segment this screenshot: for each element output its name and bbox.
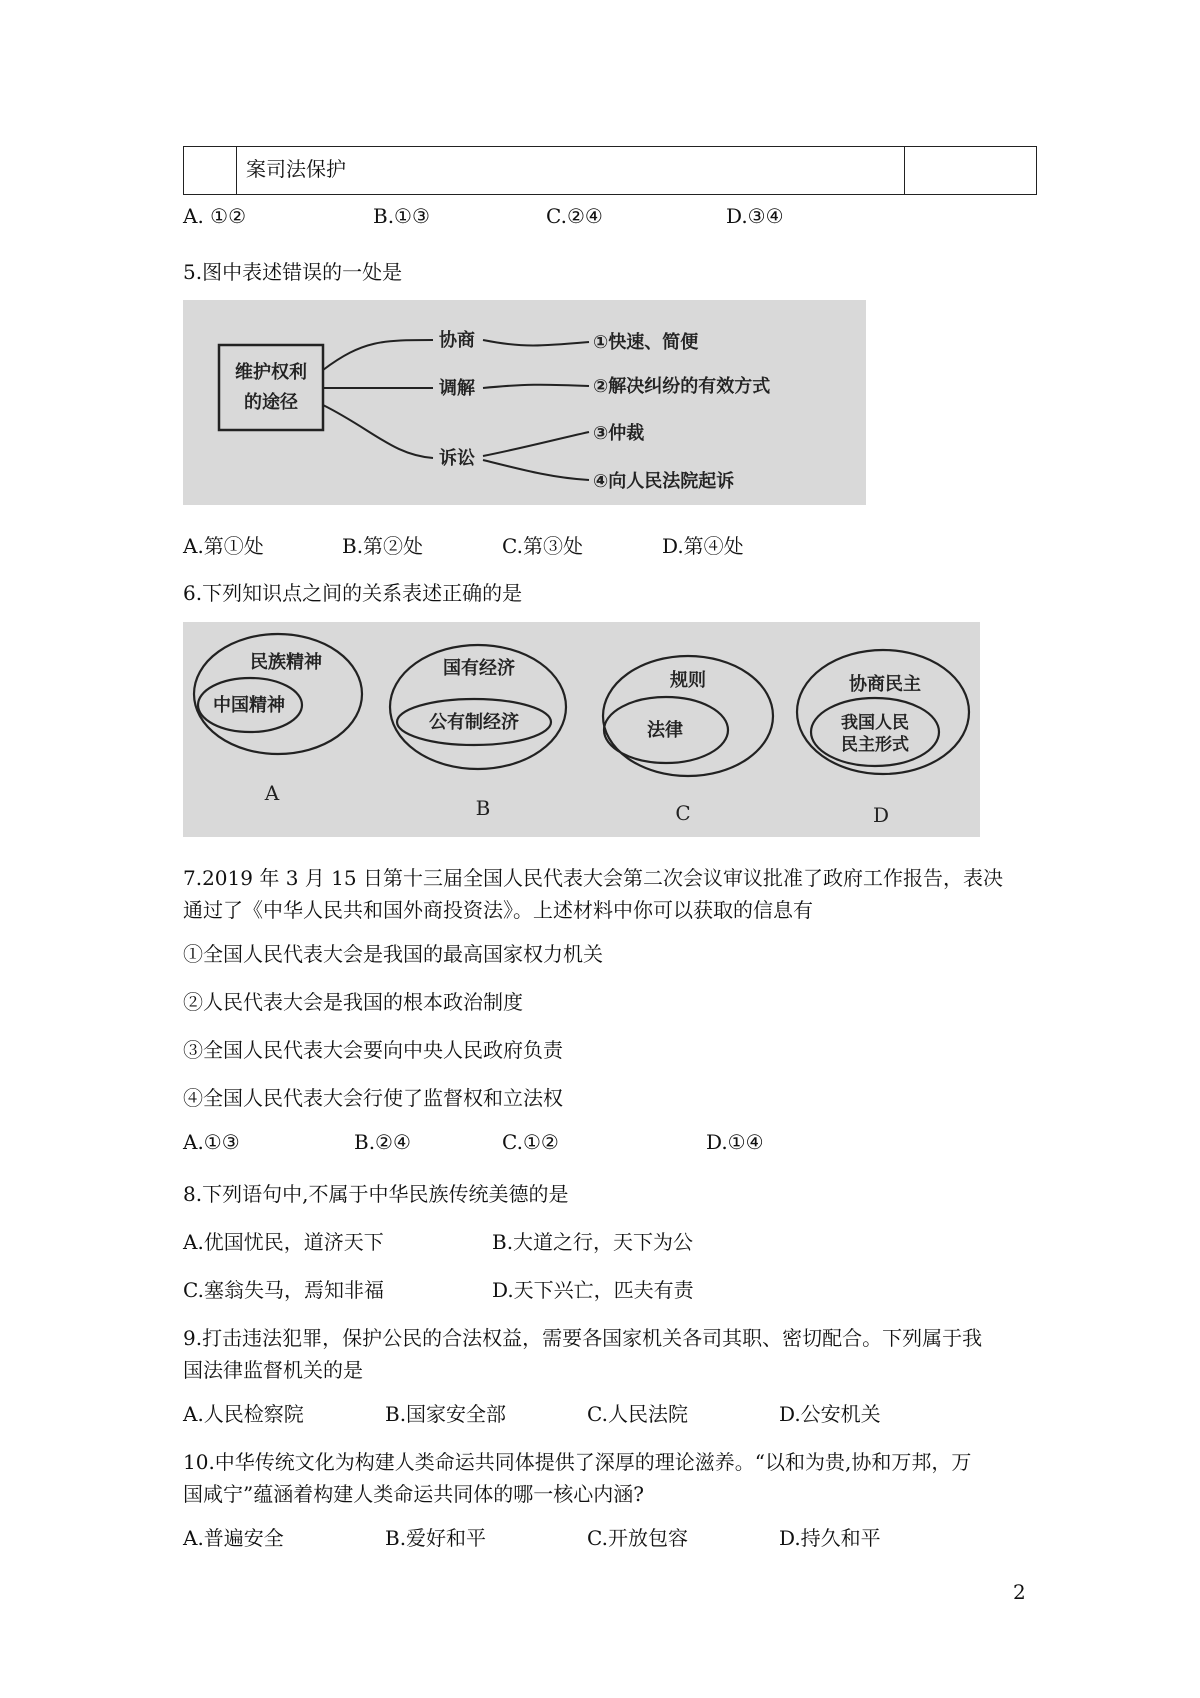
q9-option-d[interactable]: D.公安机关 [779, 1402, 881, 1426]
q4-option-c[interactable]: C.②④ [546, 204, 603, 228]
q5-leaf-2: ②解决纠纷的有效方式 [593, 376, 771, 397]
q5-branch-negotiation: 协商 [439, 330, 475, 351]
q6-diagram [183, 622, 980, 837]
q5-option-b[interactable]: B.第②处 [342, 534, 424, 558]
q6-c-letter: C [675, 801, 691, 825]
q5-leaf-1: ①快速、简便 [593, 332, 699, 353]
q7-statement-1: ①全国人民代表大会是我国的最高国家权力机关 [183, 942, 603, 966]
q8-stem: 8.下列语句中,不属于中华民族传统美德的是 [183, 1182, 569, 1206]
page-number: 2 [1013, 1580, 1026, 1604]
table-fragment [183, 146, 1037, 195]
connector-line [323, 340, 433, 370]
q6-a-letter: A [264, 781, 280, 805]
q6-d-outer-label: 协商民主 [849, 674, 921, 695]
q6-b-outer-label: 国有经济 [443, 658, 515, 679]
q6-b-inner-label: 公有制经济 [429, 712, 519, 733]
q6-a-outer-label: 民族精神 [250, 652, 322, 673]
q5-stem: 5.图中表述错误的一处是 [183, 260, 403, 284]
q6-stem: 6.下列知识点之间的关系表述正确的是 [183, 581, 523, 605]
q8-option-b[interactable]: B.大道之行，天下为公 [492, 1230, 694, 1254]
q7-option-b[interactable]: B.②④ [354, 1130, 411, 1154]
connector-line [323, 405, 433, 458]
q6-a-inner-label: 中国精神 [213, 695, 285, 716]
q7-option-a[interactable]: A.①③ [183, 1130, 240, 1154]
q9-option-c[interactable]: C.人民法院 [587, 1402, 688, 1426]
q5-option-a[interactable]: A.第①处 [183, 534, 264, 558]
q7-statement-3: ③全国人民代表大会要向中央人民政府负责 [183, 1038, 563, 1062]
q5-root-box [219, 345, 323, 430]
connector-line [483, 340, 589, 346]
q5-leaf-4: ④向人民法院起诉 [593, 471, 735, 492]
connector-line [483, 385, 589, 388]
q4-option-b[interactable]: B.①③ [373, 204, 430, 228]
q6-c-outer-label: 规则 [670, 670, 706, 691]
q9-stem-line2: 国法律监督机关的是 [183, 1358, 363, 1382]
q5-diagram [183, 300, 866, 505]
q7-option-c[interactable]: C.①② [502, 1130, 559, 1154]
q5-root-line1: 维护权利 [235, 362, 307, 383]
q6-c-inner-label: 法律 [647, 720, 683, 741]
q9-option-b[interactable]: B.国家安全部 [385, 1402, 507, 1426]
table-cell-text: 案司法保护 [246, 157, 346, 181]
connector-line [483, 432, 589, 456]
connector-line [483, 460, 589, 480]
q10-stem-line1: 10.中华传统文化为构建人类命运共同体提供了深厚的理论滋养。“以和为贵,协和万邦，万 [183, 1450, 972, 1474]
q7-statement-4: ④全国人民代表大会行使了监督权和立法权 [183, 1086, 563, 1110]
q10-option-a[interactable]: A.普遍安全 [183, 1526, 284, 1550]
q7-option-d[interactable]: D.①④ [706, 1130, 764, 1154]
q7-statement-2: ②人民代表大会是我国的根本政治制度 [183, 990, 523, 1014]
q10-option-c[interactable]: C.开放包容 [587, 1526, 688, 1550]
q7-stem-line2: 通过了《中华人民共和国外商投资法》。上述材料中你可以获取的信息有 [183, 898, 813, 922]
table-divider [236, 147, 237, 194]
q6-d-letter: D [872, 803, 890, 827]
q5-option-c[interactable]: C.第③处 [502, 534, 583, 558]
q5-option-d[interactable]: D.第④处 [662, 534, 744, 558]
q9-stem-line1: 9.打击违法犯罪，保护公民的合法权益，需要各国家机关各司其职、密切配合。下列属于我 [183, 1326, 983, 1350]
q7-stem-line1: 7.2019 年 3 月 15 日第十三届全国人民代表大会第二次会议审议批准了政府工作报告，表决 [183, 866, 1003, 890]
q8-option-d[interactable]: D.天下兴亡，匹夫有责 [492, 1278, 694, 1302]
q10-option-b[interactable]: B.爱好和平 [385, 1526, 487, 1550]
q6-d-inner-label-line2: 民主形式 [841, 735, 909, 755]
q4-option-d[interactable]: D.③④ [726, 204, 784, 228]
q9-option-a[interactable]: A.人民检察院 [183, 1402, 304, 1426]
q6-d-inner-label-line1: 我国人民 [841, 713, 909, 733]
q4-option-a[interactable]: A. ①② [183, 204, 247, 228]
q10-stem-line2: 国咸宁”蕴涵着构建人类命运共同体的哪一核心内涵? [183, 1482, 644, 1506]
q5-root-line2: 的途径 [244, 392, 298, 413]
q10-option-d[interactable]: D.持久和平 [779, 1526, 881, 1550]
q5-leaf-3: ③仲裁 [593, 423, 645, 444]
table-divider [904, 147, 905, 194]
q5-branch-mediation: 调解 [439, 378, 475, 399]
q6-b-letter: B [475, 796, 491, 820]
q5-branch-litigation: 诉讼 [439, 448, 475, 469]
q8-option-c[interactable]: C.塞翁失马，焉知非福 [183, 1278, 384, 1302]
q8-option-a[interactable]: A.优国忧民，道济天下 [183, 1230, 384, 1254]
